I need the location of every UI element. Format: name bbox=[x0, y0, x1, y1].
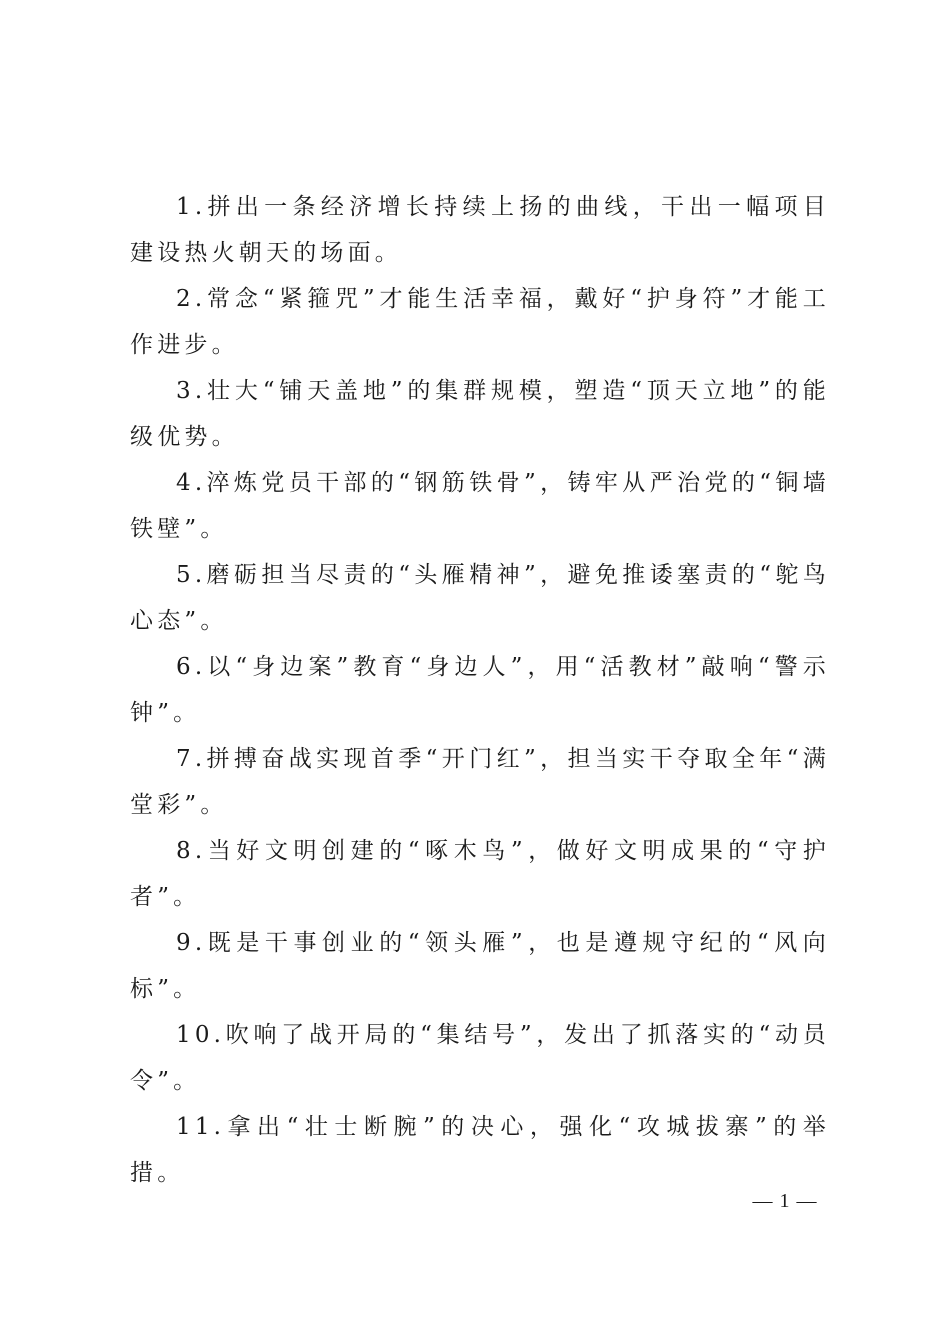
paragraph-10: 10.吹响了战开局的“集结号”，发出了抓落实的“动员令”。 bbox=[130, 1022, 830, 1094]
paragraph-3: 3.壮大“铺天盖地”的集群规模，塑造“顶天立地”的能级优势。 bbox=[130, 378, 830, 450]
paragraph-11: 11.拿出“壮士断腕”的决心，强化“攻城拔寨”的举措。 bbox=[130, 1114, 830, 1186]
document-body bbox=[130, 184, 830, 1196]
paragraph-5: 5.磨砺担当尽责的“头雁精神”，避免推诿塞责的“鸵鸟心态”。 bbox=[130, 562, 830, 634]
paragraph-2: 2.常念“紧箍咒”才能生活幸福，戴好“护身符”才能工作进步。 bbox=[130, 286, 830, 358]
paragraph-6: 6.以“身边案”教育“身边人”，用“活教材”敲响“警示钟”。 bbox=[130, 654, 830, 726]
paragraph-1: 1.拼出一条经济增长持续上扬的曲线，干出一幅项目建设热火朝天的场面。 bbox=[130, 194, 830, 266]
paragraph-4: 4.淬炼党员干部的“钢筋铁骨”，铸牢从严治党的“铜墙铁壁”。 bbox=[130, 470, 830, 542]
paragraph-8: 8.当好文明创建的“啄木鸟”，做好文明成果的“守护者”。 bbox=[130, 838, 830, 910]
paragraph-9: 9.既是干事创业的“领头雁”，也是遵规守纪的“风向标”。 bbox=[130, 930, 830, 1002]
page-number: — 1 — bbox=[752, 1190, 818, 1212]
paragraph-7: 7.拼搏奋战实现首季“开门红”，担当实干夺取全年“满堂彩”。 bbox=[130, 746, 830, 818]
